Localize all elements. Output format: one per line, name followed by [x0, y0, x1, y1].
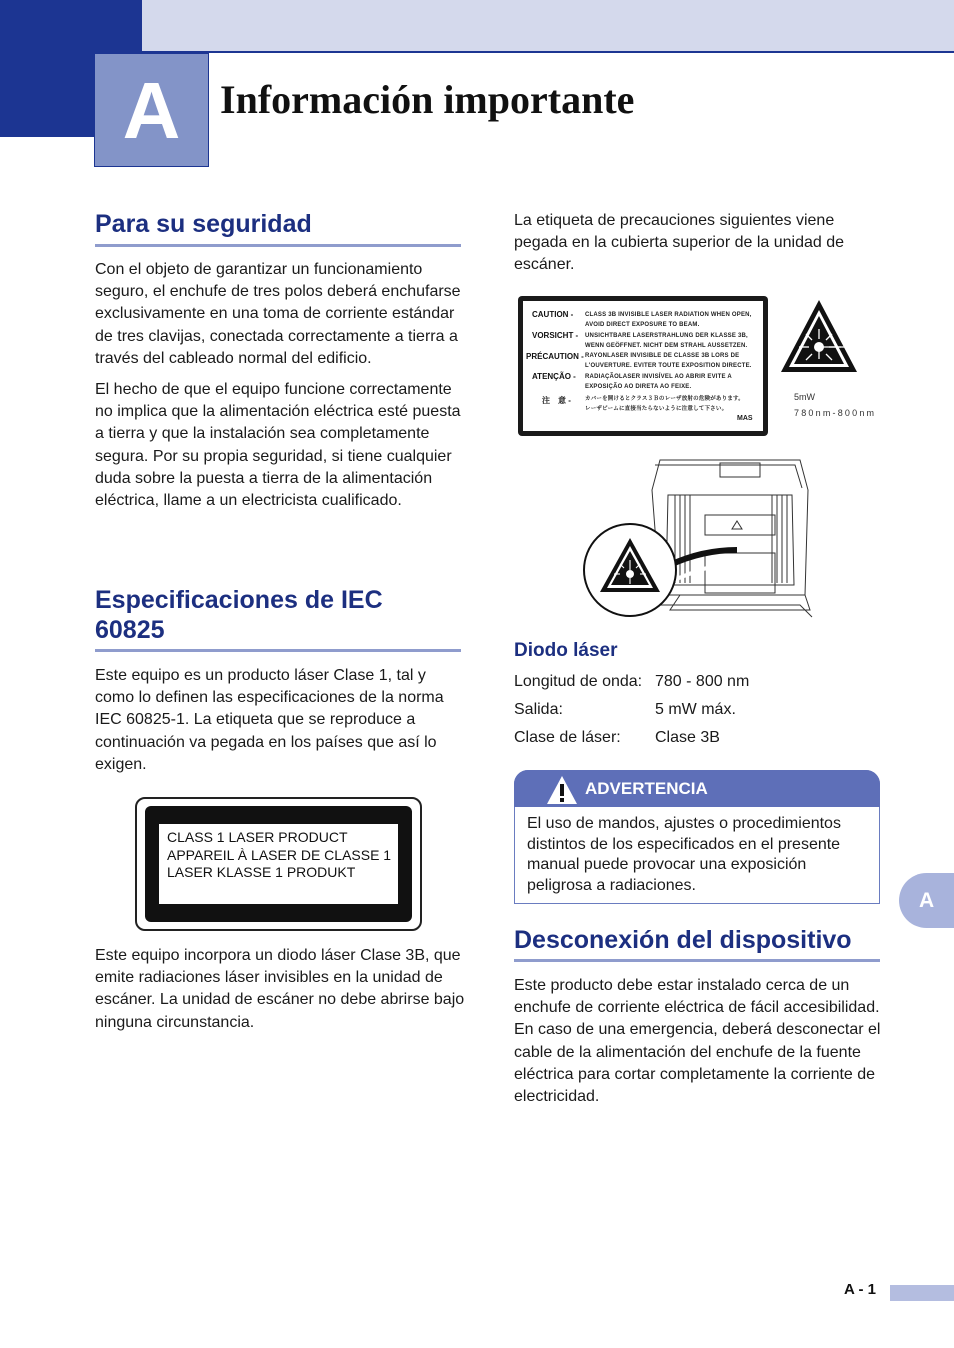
class1-label-line: APPAREIL À LASER DE CLASSE 1	[167, 846, 392, 863]
class1-label-text	[167, 829, 391, 882]
heading-rule	[95, 649, 461, 652]
iec-paragraph-2: Este equipo incorpora un diodo láser Clase 3B, que emite radiaciones láser invisibles en la unidad de escáner. La unidad de escáner no debe abrirse bajo ninguna circunstancia.	[95, 947, 465, 1031]
warning-exclamation-icon	[546, 775, 578, 805]
warning-text: El uso de mandos, ajustes o procedimientos distintos de los especificados en el presente manual puede provocar una exposición peligrosa a radiaciones.	[527, 815, 841, 894]
caution-text-line: AVOID DIRECT EXPOSURE TO BEAM.	[585, 321, 700, 328]
header-rule	[142, 51, 954, 53]
section-heading-disconnect: Desconexión del dispositivo	[514, 926, 852, 954]
caution-text-line: RAYONLASER INVISIBLE DE CLASSE 3B LORS DE	[585, 353, 740, 359]
warning-title: ADVERTENCIA	[585, 779, 708, 798]
label-code: MAS	[737, 415, 753, 422]
diode-row-value: 5 mW máx.	[655, 701, 736, 718]
diode-row-label: Clase de láser:	[514, 729, 621, 746]
japanese-text	[585, 395, 763, 414]
caution-text-line: EXPOSIÇÃO AO DIRETA AO FEIXE.	[585, 383, 692, 390]
section-heading-iec	[95, 585, 383, 645]
safety-text	[95, 259, 467, 512]
chapter-title: Información importante	[220, 77, 635, 122]
class1-label-line: LASER KLASSE 1 PRODUKT	[167, 864, 356, 880]
class1-label-line: CLASS 1 LASER PRODUCT	[167, 829, 348, 845]
chapter-side-tab: A	[899, 873, 954, 928]
page-number: A - 1	[844, 1281, 876, 1298]
vorsicht-text	[585, 332, 760, 351]
diode-row-value: Clase 3B	[655, 729, 720, 746]
diode-row-value: 780 - 800 nm	[655, 673, 750, 690]
laser-wavelength: 780nm-800nm	[794, 408, 877, 418]
disconnect-text: Este producto debe estar instalado cerca de un enchufe de corriente eléctrica de fácil accesibilidad. En caso de una emergencia, deberá desconectar el cable de la alimentación del enchufe de la fuente eléctrica para cortar completamente la corriente de electricidad.	[514, 977, 881, 1106]
section-heading-safety: Para su seguridad	[95, 210, 312, 238]
caution-text-line: WENN GEÖFFNET. NICHT DEM STRAHL AUSSETZEN.	[585, 342, 748, 349]
iec-paragraph-1: Este equipo es un producto láser Clase 1, tal y como lo definen las especificaciones de la norma IEC 60825-1. La etiqueta que se reproduce a continuación va pegada en los países que así lo exigen.	[95, 667, 444, 773]
caution-text-line: レーザビームに直接当たらないように注意して下さい。	[585, 405, 728, 412]
iec-heading-line-2: 60825	[95, 616, 165, 644]
laser-warning-triangle-icon	[778, 296, 860, 378]
label-intro-text: La etiqueta de precauciones siguientes viene pegada en la cubierta superior de la unidad de escáner.	[514, 212, 845, 274]
caution-text-line: CLASS 3B INVISIBLE LASER RADIATION WHEN OPEN,	[585, 312, 752, 318]
header-band	[142, 0, 954, 52]
laser-callout-circle-icon	[582, 520, 737, 620]
chapter-letter-box: A	[94, 53, 209, 167]
diode-row-label: Longitud de onda:	[514, 673, 643, 690]
iec-heading-line-1: Especificaciones de IEC	[95, 586, 383, 614]
caution-text-line: RADIAÇÃOLASER INVISÍVEL AO ABRIR EVITE A	[585, 374, 732, 380]
heading-rule	[95, 244, 461, 247]
caution-text-line: L'OUVERTURE. EVITER TOUTE EXPOSITION DIRECTE.	[585, 362, 752, 369]
heading-rule	[514, 959, 880, 962]
caution-tag: CAUTION -	[532, 310, 574, 319]
safety-paragraph-1: Con el objeto de garantizar un funcionamiento seguro, el enchufe de tres polos deberá enchufarse exclusivamente en una toma de corriente estándar de tres clavijas, conectada correctamente a tierra a través del cableado normal del edificio.	[95, 261, 461, 367]
japanese-tag: 注 意 -	[542, 396, 571, 405]
caution-text-line: カバーを開けるとクラス３Ｂのレーザ放射の危険があります。	[585, 396, 744, 402]
precaution-text	[585, 352, 760, 371]
diode-heading: Diodo láser	[514, 640, 618, 661]
laser-power: 5mW	[794, 392, 815, 402]
footer-bar	[890, 1285, 954, 1301]
vorsicht-tag: VORSICHT -	[532, 331, 579, 340]
safety-paragraph-2: El hecho de que el equipo funcione correctamente no implica que la alimentación eléctrica esté puesta a tierra y que la instalación sea completamente segura. Por su propia seguridad, si tiene cualquier duda sobre la puesta a tierra de la alimentación eléctrica, llame a un electricista cualificado.	[95, 381, 461, 510]
precaution-tag: PRÉCAUTION -	[526, 352, 584, 361]
diode-row-label: Salida:	[514, 701, 563, 718]
caution-text-line: UNSICHTBARE LASERSTRAHLUNG DER KLASSE 3B,	[585, 333, 748, 339]
caution-text	[585, 311, 760, 330]
atencao-tag: ATENÇÃO -	[532, 372, 576, 381]
atencao-text	[585, 373, 760, 392]
